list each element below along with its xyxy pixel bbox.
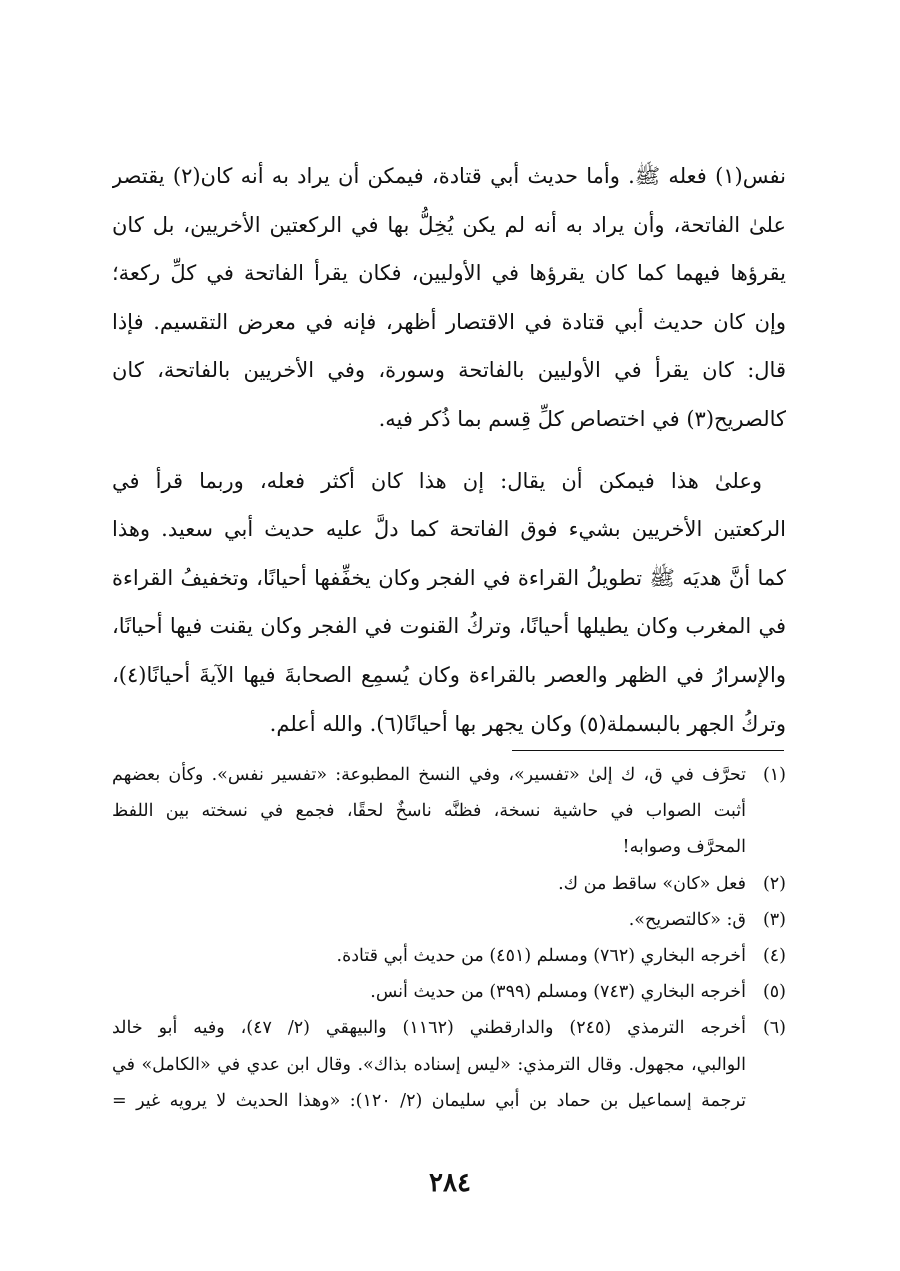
footnote-line: ترجمة إسماعيل بن حماد بن أبي سليمان (٢/ ١٢٠): «وهذا الحديث لا يرويه غير = [112, 1090, 746, 1111]
footnote-line: تحرَّف في ق، ك إلىٰ «تفسير»، وفي النسخ المطبوعة: «تفسير نفس». وكأن بعضهم [112, 765, 746, 785]
text-line: الركعتين الأخريين بشيء فوق الفاتحة كما دلَّ عليه حديث أبي سعيد. وهذا [112, 517, 786, 542]
paragraph-gap [112, 444, 786, 457]
text-line: وإن كان حديث أبي قتادة في الاقتصار أظهر، فإنه في معرض التقسيم. فإذا [112, 309, 786, 334]
footnote-number: (٤) [762, 945, 786, 966]
text-line: في المغرب وكان يطيلها أحيانًا، وتركُ القنوت في الفجر وكان يقنت فيها أحيانًا، [112, 614, 786, 639]
text-line: والإسرارُ في الظهر والعصر بالقراءة وكان يُسمِع الصحابةَ فيها الآيةَ أحيانًا(٤)، [112, 662, 786, 687]
footnote-line: أخرجه البخاري (٧٤٣) ومسلم (٣٩٩) من حديث أنس. [370, 982, 746, 1003]
footnote [112, 938, 786, 974]
footnote-number: (٣) [762, 909, 786, 930]
footnote [112, 902, 786, 938]
footnotes [112, 757, 786, 1119]
footnote-number: (١) [762, 765, 786, 785]
paragraph [112, 152, 786, 444]
footnote-number: (٦) [762, 1018, 786, 1039]
footnote [112, 866, 786, 902]
footnote-line: المحرَّف وصوابه! [622, 837, 746, 858]
footnote-line: أثبت الصواب في حاشية نسخة، فظنَّه ناسخٌ لحقًا، فجمع في نسخته بين اللفظ [112, 801, 746, 822]
page-number: ٢٨٤ [429, 1168, 471, 1198]
footnote-separator [512, 750, 784, 751]
footnote-line: ق: «كالتصريح». [628, 909, 746, 930]
footnote-number: (٥) [762, 982, 786, 1003]
paragraph [112, 457, 786, 749]
footnote-line: الوالبي، مجهول. وقال الترمذي: «ليس إسناده بذاك». وقال ابن عدي في «الكامل» في [112, 1054, 746, 1075]
footnote [112, 974, 786, 1010]
text-line: كما أنَّ هديَه ﷺ تطويلُ القراءة في الفجر وكان يخفِّفها أحيانًا، وتخفيفُ القراءة [112, 565, 786, 590]
text-line: وعلىٰ هذا فيمكن أن يقال: إن هذا كان أكثر فعله، وربما قرأ في [112, 468, 762, 493]
text-line: علىٰ الفاتحة، وأن يراد به أنه لم يكن يُخِلُّ بها في الركعتين الأخريين، بل كان [112, 212, 786, 237]
footnote-line: أخرجه البخاري (٧٦٢) ومسلم (٤٥١) من حديث أبي قتادة. [336, 945, 746, 966]
main-text [112, 152, 786, 748]
footnote [112, 1010, 786, 1119]
footnote [112, 757, 786, 866]
text-line: قال: كان يقرأ في الأوليين بالفاتحة وسورة، وفي الأخريين بالفاتحة، كان [112, 358, 786, 383]
footnote-number: (٢) [762, 873, 786, 894]
text-line: نفس(١) فعله ﷺ. وأما حديث أبي قتادة، فيمكن أن يراد به أنه كان(٢) يقتصر [112, 164, 786, 188]
text-line: وتركُ الجهر بالبسملة(٥) وكان يجهر بها أحيانًا(٦). والله أعلم. [269, 711, 786, 736]
text-line: كالصريح(٣) في اختصاص كلِّ قِسم بما ذُكر فيه. [378, 406, 786, 431]
footnote-line: فعل «كان» ساقط من ك. [558, 873, 746, 894]
footnote-line: أخرجه الترمذي (٢٤٥) والدارقطني (١١٦٢) والبيهقي (٢/ ٤٧)، وفيه أبو خالد [112, 1018, 746, 1039]
text-line: يقرؤها فيهما كما كان يقرؤها في الأوليين، فكان يقرأ الفاتحة في كلِّ ركعة؛ [112, 261, 786, 286]
